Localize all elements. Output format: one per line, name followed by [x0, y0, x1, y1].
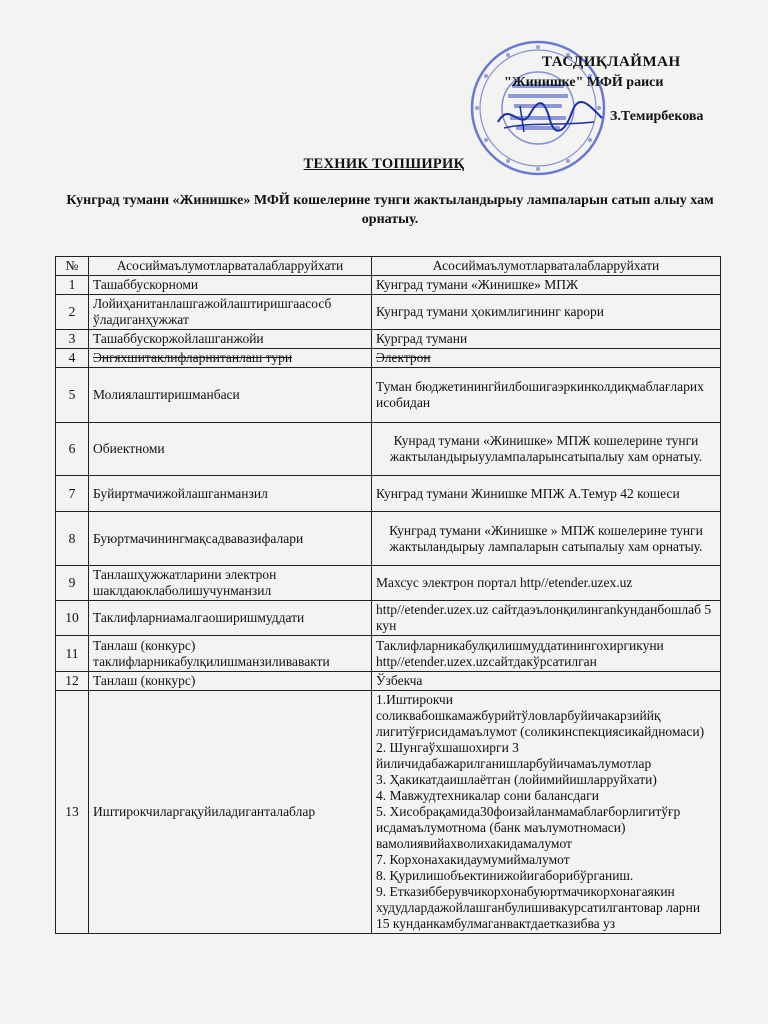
row-label: Иштирокчиларгақуйиладиганталаблар — [89, 691, 372, 934]
row-value: Ўзбекча — [372, 672, 721, 691]
row-number: 1 — [56, 276, 89, 295]
requirements-list — [372, 691, 721, 934]
row-label: Ташаббускоржойлашганжойи — [89, 330, 372, 349]
row-value: Кунград тумани «Жинишке» МПЖ — [372, 276, 721, 295]
requirement-item: 1.Иштирокчи соликвабошкамажбурийтўловларбуйичакарзиййқ лигитўғрисидамаълумот (соликинспекциясикайдномаси) — [376, 692, 705, 739]
requirement-item: 8. Қурилишобъектинижойигаборибўрганиш. — [376, 868, 634, 883]
row-value: Кунград тумани Жинишке МПЖ А.Темур 42 кошеси — [372, 476, 721, 512]
row-value: Кунград тумани «Жинишке » МПЖ кошелерине тунги жактыландырыу лампаларын сатыпалыу хам орнатыу. — [372, 512, 721, 566]
row-number: 12 — [56, 672, 89, 691]
row-value: Кунград тумани ҳокимлигининг карори — [372, 295, 721, 330]
row-number: 10 — [56, 601, 89, 636]
table-row — [56, 349, 721, 368]
table-row — [56, 330, 721, 349]
header-number: № — [56, 257, 89, 276]
row-number: 11 — [56, 636, 89, 672]
row-label: Буюртмачинингмақсадвавазифалари — [89, 512, 372, 566]
header-label: Асосиймаълумотларваталабларруйхати — [89, 257, 372, 276]
row-label: Молиялаштиришманбаси — [89, 368, 372, 423]
spec-table — [55, 256, 721, 934]
requirement-item: 3. Ҳакикатдаишлаётган (лойимийишларруйхати) — [376, 772, 657, 787]
row-value: Туман бюджетинингйилбошигаэркинколдиқмаблағларих исобидан — [372, 368, 721, 423]
row-value: Махсус электрон портал http//etender.uzex.uz — [372, 566, 721, 601]
table-row — [56, 566, 721, 601]
table-header-row — [56, 257, 721, 276]
row-number: 6 — [56, 423, 89, 476]
row-number: 5 — [56, 368, 89, 423]
row-label: Обиектноми — [89, 423, 372, 476]
approval-title: ТАСДИҚЛАЙМАН — [542, 54, 681, 70]
row-label: Таклифларниамалгаоширишмуддати — [89, 601, 372, 636]
requirement-item: 9. Етказибберувчикорхонабуюртмачикорхонагаякин худудлардажойлашганбулишивакурсатилгантовар ларни 15 кунданкамбулмаганвактдаетказибва уз — [376, 884, 701, 931]
table-row — [56, 368, 721, 423]
row-label: Буйиртмачижойлашганманзил — [89, 476, 372, 512]
row-number: 2 — [56, 295, 89, 330]
row-label: Танлаш (конкурс) таклифларникабулқилишманзиливавакти — [89, 636, 372, 672]
table-row — [56, 512, 721, 566]
requirement-item: 5. Хисобрақамида30фоизайланмамаблағборлигитўғр исдамаълумотнома (банк маълумотномаси) вамолиявийахволихакидамалумот — [376, 804, 681, 851]
row-number: 13 — [56, 691, 89, 934]
row-number: 7 — [56, 476, 89, 512]
row-value: Электрон — [372, 349, 721, 368]
row-value: Курград тумани — [372, 330, 721, 349]
row-label: Энгяхшитаклифларнитанлаш тури — [89, 349, 372, 368]
row-label: Ташаббускорноми — [89, 276, 372, 295]
row-number: 3 — [56, 330, 89, 349]
signature — [490, 92, 610, 142]
table-row — [56, 601, 721, 636]
approval-name: З.Темирбекова — [610, 109, 704, 124]
row-value: Таклифларникабулқилишмуддатинингохиргикуни http//etender.uzex.uzсайтдакўрсатилган — [372, 636, 721, 672]
requirement-item: 4. Мавжудтехникалар сони балансдаги — [376, 788, 599, 803]
row-number: 4 — [56, 349, 89, 368]
requirement-item: 7. Корхонахакидаумумиймалумот — [376, 852, 570, 867]
document-title: ТЕХНИК ТОПШИРИҚ — [303, 156, 465, 172]
approval-position: "Жинишке" МФЙ раиси — [504, 75, 664, 90]
row-value: http//etender.uzex.uz сайтдаэълонқилингankунданбошлаб 5 кун — [372, 601, 721, 636]
row-number: 8 — [56, 512, 89, 566]
row-value: Кунрад тумани «Жинишке» МПЖ кошелерине тунги жактыландырыуулампаларынсатыпалыу хам орнатыу. — [372, 423, 721, 476]
row-number: 9 — [56, 566, 89, 601]
row-label: Танлашҳужжатларини электрон шаклдаюклаболишучунманзил — [89, 566, 372, 601]
table-row — [56, 295, 721, 330]
requirement-item: 2. Шунгаўхшашохирги 3 йиличидабажарилганишларбуйичамаълумотлар — [376, 740, 652, 771]
row-label: Лойиҳанитанлашгажойлаштиришгаасосб ўладиганҳужжат — [89, 295, 372, 330]
table-row — [56, 476, 721, 512]
table-row — [56, 636, 721, 672]
document-subtitle: Кунград тумани «Жинишке» МФЙ кошелерине тунги жактыландырыу лампаларын сатып алыу хам орнатыу. — [66, 193, 714, 227]
table-row — [56, 691, 721, 934]
table-row — [56, 672, 721, 691]
table-row — [56, 423, 721, 476]
row-label: Танлаш (конкурс) — [89, 672, 372, 691]
header-value: Асосиймаълумотларваталабларруйхати — [372, 257, 721, 276]
table-row — [56, 276, 721, 295]
